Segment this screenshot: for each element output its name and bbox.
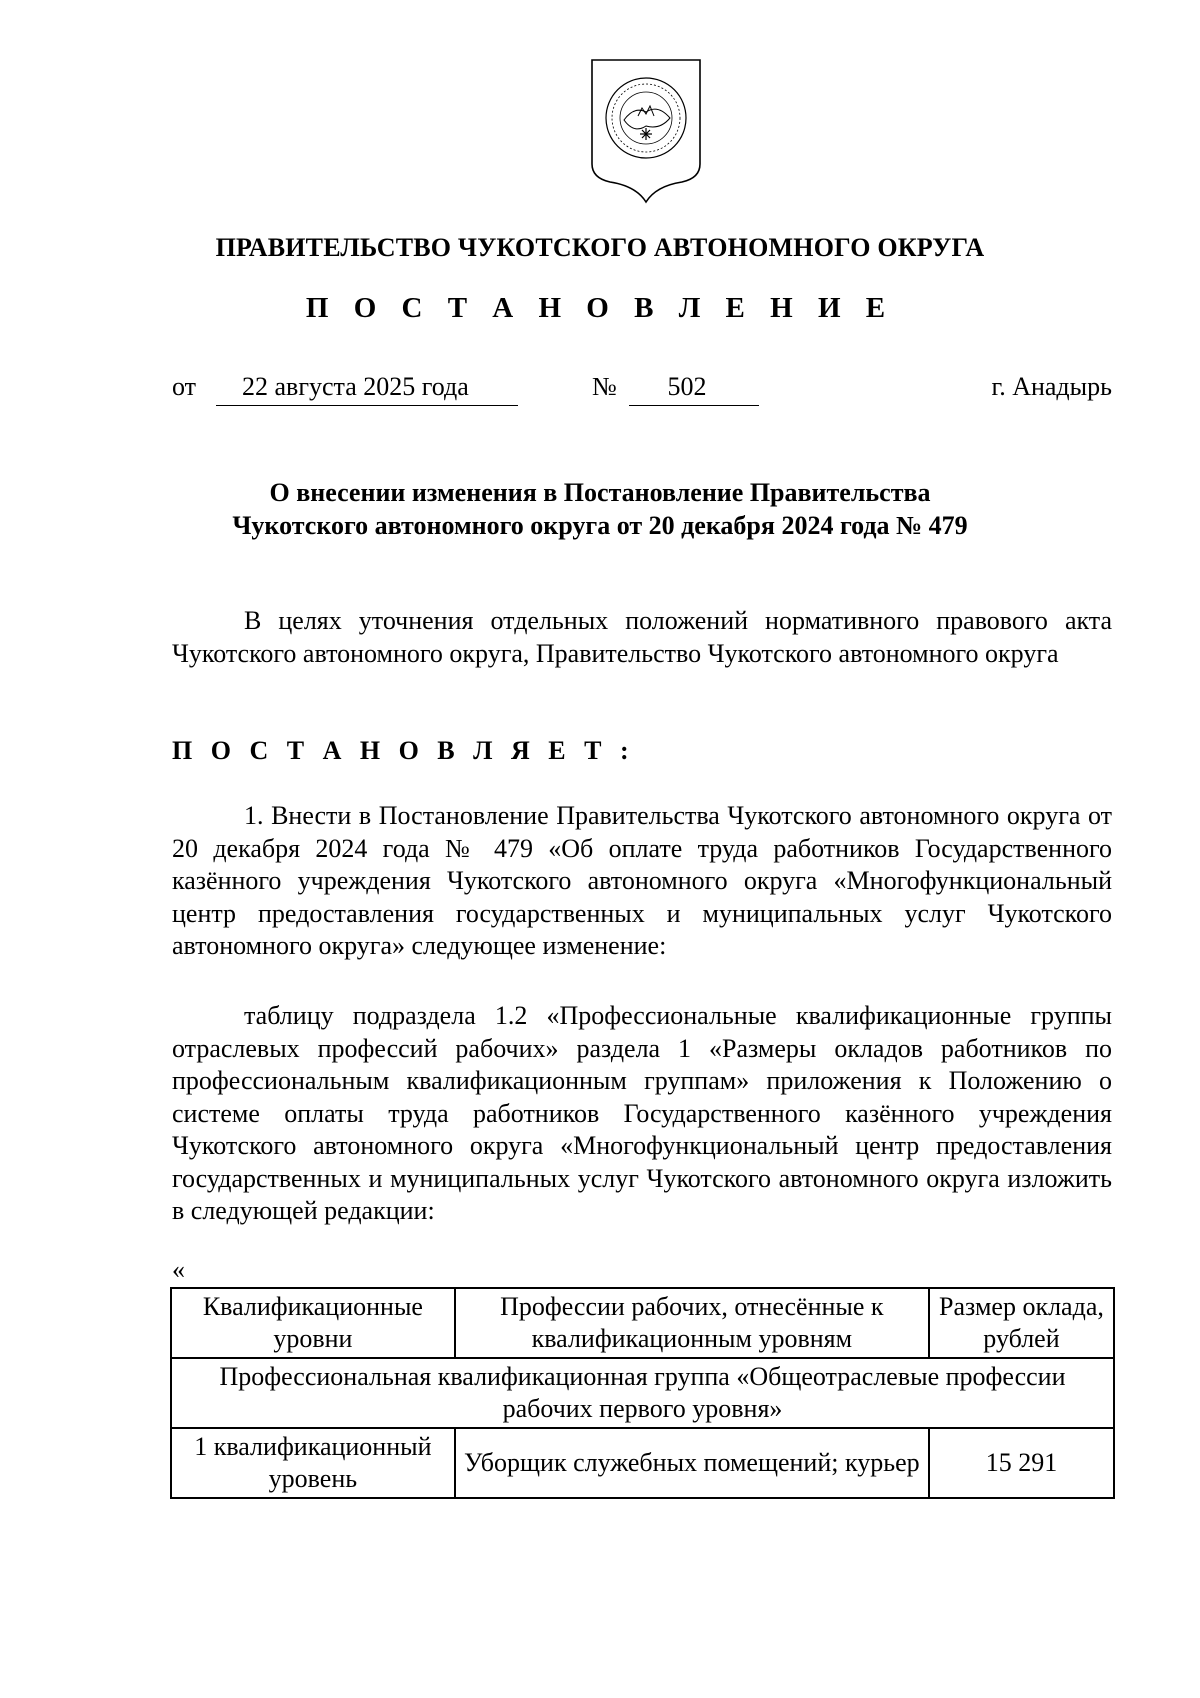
subject-line-2: Чукотского автономного округа от 20 декабря 2024 года № 479: [232, 511, 968, 540]
document-subject: [0, 476, 1200, 542]
item-1-detail-text: таблицу подраздела 1.2 «Профессиональные квалификационные группы отраслевых профессий рабочих» раздела 1 «Размеры окладов работников по профессиональным квалификационным группам» приложения к Положению о системе оплаты труда работников Государственного казённого учреждения Чукотского автономного округа «Многофункциональный центр предоставления государственных и муниципальных услуг Чукотского автономного округа изложить в следующей редакции:: [172, 1001, 1112, 1225]
document-type: П О С Т А Н О В Л Е Н И Е: [305, 292, 895, 324]
item-1-text: 1. Внести в Постановление Правительства Чукотского автономного округа от 20 декабря 2024 года № 479 «Об оплате труда работников Государственного казённого учреждения Чукотского автономного округа «Многофункциональный центр предоставления государственных и муниципальных услуг Чукотского автономного округа» следующее изменение:: [172, 801, 1112, 960]
table-header-row: [171, 1288, 1114, 1358]
from-label: от: [172, 372, 197, 401]
government-title: ПРАВИТЕЛЬСТВО ЧУКОТСКОГО АВТОНОМНОГО ОКРУГА: [215, 233, 985, 262]
row-level: 1 квалификационный уровень: [171, 1428, 455, 1498]
subject-line-1: О внесении изменения в Постановление Правительства: [269, 478, 931, 507]
coat-of-arms-emblem: [586, 56, 706, 206]
item-1: [172, 800, 1112, 963]
quote-open: «: [172, 1255, 185, 1284]
table-row: [171, 1428, 1114, 1498]
item-1-detail: [172, 1000, 1112, 1228]
header-professions: Профессии рабочих, отнесённые к квалификационным уровням: [455, 1288, 929, 1358]
header-salary: Размер оклада, рублей: [929, 1288, 1114, 1358]
number-label: №: [592, 372, 617, 401]
resolves-heading: П О С Т А Н О В Л Я Е Т :: [172, 736, 635, 765]
header-levels: Квалификационные уровни: [171, 1288, 455, 1358]
document-date: 22 августа 2025 года: [216, 372, 518, 406]
row-salary: 15 291: [929, 1428, 1114, 1498]
date-number-line: [172, 372, 1112, 412]
salary-table: [170, 1287, 1115, 1499]
group-title: Профессиональная квалификационная группа «Общеотраслевые профессии рабочих первого уровня»: [171, 1358, 1114, 1428]
row-professions: Уборщик служебных помещений; курьер: [455, 1428, 929, 1498]
table-group-row: [171, 1358, 1114, 1428]
city: г. Анадырь: [991, 372, 1112, 401]
preamble: [172, 605, 1112, 670]
document-number: 502: [629, 372, 759, 406]
preamble-text: В целях уточнения отдельных положений нормативного правового акта Чукотского автономного округа, Правительство Чукотского автономного округа: [172, 606, 1112, 668]
